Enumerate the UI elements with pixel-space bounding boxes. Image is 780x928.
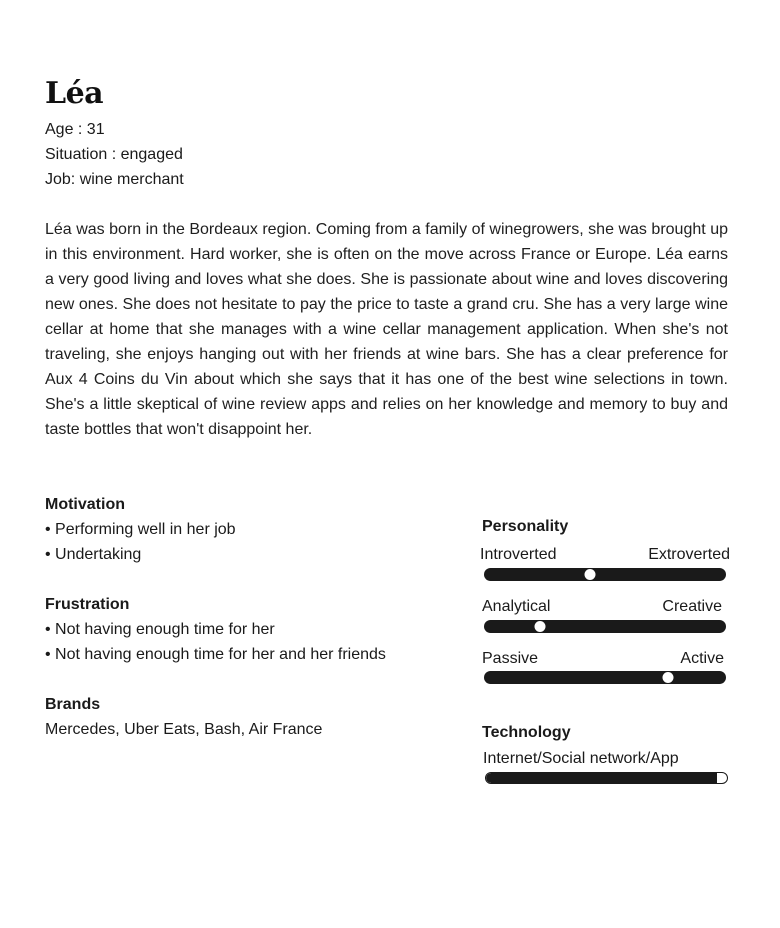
trait-right-label: Extroverted <box>648 546 730 563</box>
trait-introverted-extroverted <box>482 545 730 565</box>
technology-label: Internet/Social network/App <box>483 750 679 767</box>
brands-section <box>45 692 465 742</box>
trait-slider-knob <box>662 672 673 683</box>
brands-list: Mercedes, Uber Eats, Bash, Air France <box>45 721 323 738</box>
technology-title: Technology <box>482 724 571 741</box>
brands-title: Brands <box>45 696 101 713</box>
trait-passive-active <box>482 649 730 669</box>
persona-age: Age : 31 <box>45 121 105 138</box>
personality-title: Personality <box>482 518 569 535</box>
trait-left-label: Analytical <box>482 598 551 615</box>
trait-analytical-creative <box>482 597 730 617</box>
trait-slider-knob <box>534 621 545 632</box>
persona-job: Job: wine merchant <box>45 171 184 188</box>
trait-left-label: Introverted <box>480 546 557 563</box>
persona-details <box>45 492 465 767</box>
trait-left-label: Passive <box>482 650 539 667</box>
frustration-item: • Not having enough time for her <box>45 617 465 642</box>
technology-scale <box>482 749 730 769</box>
persona-facts <box>45 117 184 192</box>
motivation-item: • Undertaking <box>45 542 465 567</box>
trait-right-label: Creative <box>662 598 722 615</box>
motivation-title: Motivation <box>45 496 125 513</box>
persona-name: Léa <box>45 76 104 111</box>
technology-bar-fill <box>486 773 717 783</box>
motivation-section <box>45 492 465 567</box>
trait-right-label: Active <box>680 650 724 667</box>
motivation-item: • Performing well in her job <box>45 517 465 542</box>
trait-slider-track <box>484 671 726 684</box>
trait-slider-track <box>484 568 726 581</box>
frustration-section <box>45 592 465 667</box>
frustration-title: Frustration <box>45 596 130 613</box>
persona-bio: Léa was born in the Bordeaux region. Coming from a family of winegrowers, she was brought up in this environment. Hard worker, she is often on the move across France or Europe. Léa earns a very good living and loves what she does. She is passionate about wine and loves discovering new ones. She does not hesitate to pay the price to taste a grand cru. She has a very large wine cellar at home that she manages with a wine cellar management application. When she's not traveling, she enjoys hanging out with her friends at wine bars. She has a clear preference for Aux 4 Coins du Vin about which she says that it has one of the best wine selections in town. She's a little skeptical of wine review apps and relies on her knowledge and memory to buy and taste bottles that won't disappoint her. <box>45 221 728 438</box>
trait-slider-knob <box>585 569 596 580</box>
persona-situation: Situation : engaged <box>45 146 183 163</box>
technology-bar <box>485 772 728 784</box>
frustration-item: • Not having enough time for her and her friends <box>45 642 465 667</box>
trait-slider-track <box>484 620 726 633</box>
